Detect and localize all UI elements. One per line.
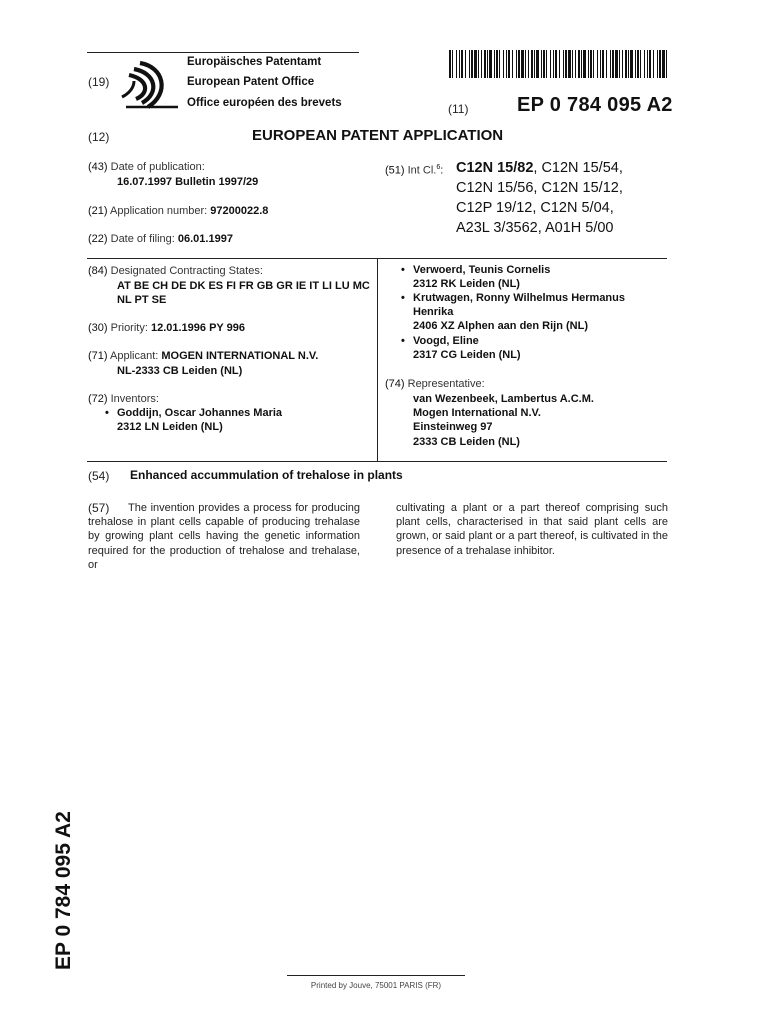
barcode-bar: [499, 50, 500, 78]
barcode-bar: [568, 50, 571, 78]
barcode-bar: [456, 50, 457, 78]
barcode-bar: [550, 50, 551, 78]
barcode-bar: [600, 50, 601, 78]
abstract-left: The invention provides a process for producing trehalose in plant cells capable of producing trehalase by growing plant cells having the genetic information required for the production of trehalose and trehalase, or: [88, 502, 360, 571]
application-number-label: Application number:: [110, 205, 211, 217]
inid-74: (74): [385, 378, 405, 390]
inventor-3-name-cont: Henrika: [413, 306, 454, 318]
barcode-bar: [644, 50, 645, 78]
bullet-icon: •: [105, 407, 109, 419]
barcode-bar: [508, 50, 510, 78]
barcode-bar: [459, 50, 460, 78]
inid-84: (84): [88, 265, 108, 277]
document-type: EUROPEAN PATENT APPLICATION: [252, 127, 504, 144]
barcode-bar: [657, 50, 658, 78]
inventor-1-address: 2312 LN Leiden (NL): [117, 421, 223, 433]
inid-72: (72): [88, 393, 108, 405]
field-84: [88, 265, 263, 277]
barcode-bar: [559, 50, 560, 78]
barcode-bar: [593, 50, 594, 78]
representative-label: Representative:: [407, 378, 485, 390]
box-bottom-rule: [87, 461, 667, 462]
field-43: [88, 161, 358, 173]
barcode-bar: [528, 50, 529, 78]
barcode-bar: [588, 50, 589, 78]
barcode-bar: [615, 50, 618, 78]
barcode-bar: [553, 50, 554, 78]
inid-22: (22): [88, 233, 108, 245]
barcode-bar: [583, 50, 586, 78]
barcode-bar: [602, 50, 604, 78]
barcode-bar: [484, 50, 486, 78]
ipc-line-3: C12P 19/12, C12N 5/04,: [456, 200, 614, 216]
designated-states-label: Designated Contracting States:: [110, 265, 263, 277]
field-30: [88, 322, 245, 334]
barcode-bar: [659, 50, 661, 78]
barcode-bar: [521, 50, 524, 78]
bullet-icon: •: [401, 264, 405, 276]
barcode-bar: [469, 50, 470, 78]
barcode-bar: [572, 50, 573, 78]
ipc-main-class: C12N 15/82: [456, 160, 534, 176]
invention-title: Enhanced accummulation of trehalose in plants: [130, 468, 403, 482]
barcode-bar: [628, 50, 629, 78]
priority-value: 12.01.1996 PY 996: [150, 322, 245, 334]
representative-street: Einsteinweg 97: [413, 421, 493, 433]
designated-states-line-1: AT BE CH DE DK ES FI FR GB GR IE IT LI LU MC: [117, 280, 370, 292]
footer-rule: [287, 975, 465, 976]
inid-54: (54): [88, 469, 110, 483]
barcode-bar: [630, 50, 633, 78]
inid-12: (12): [88, 130, 110, 144]
inventor-3-address: 2406 XZ Alphen aan den Rijn (NL): [413, 320, 589, 332]
filing-date-label: Date of filing:: [110, 233, 178, 245]
barcode-bar: [541, 50, 542, 78]
header-top-rule: [87, 52, 359, 53]
applicant-label: Applicant:: [110, 350, 162, 362]
barcode-bar: [465, 50, 466, 78]
barcode-bar: [612, 50, 614, 78]
inventor-1-name: Goddijn, Oscar Johannes Maria: [117, 407, 283, 419]
field-22: [88, 233, 378, 245]
barcode-bar: [449, 50, 451, 78]
inventor-3-name: Krutwagen, Ronny Wilhelmus Hermanus: [413, 292, 625, 304]
barcode-bar: [555, 50, 557, 78]
barcode-bar: [563, 50, 564, 78]
barcode-bar: [610, 50, 611, 78]
barcode: [449, 50, 667, 78]
barcode-bar: [653, 50, 654, 78]
filing-date-value: 06.01.1997: [177, 233, 233, 245]
inventor-2-address: 2312 RK Leiden (NL): [413, 278, 520, 290]
barcode-bar: [506, 50, 507, 78]
barcode-bar: [575, 50, 576, 78]
barcode-bar: [649, 50, 651, 78]
inventor-4-name: Voogd, Eline: [413, 335, 479, 347]
ipc-classes: [456, 158, 623, 238]
inventor-2-name: Verwoerd, Teunis Cornelis: [413, 264, 551, 276]
barcode-bar: [452, 50, 453, 78]
barcode-bar: [543, 50, 545, 78]
inid-19: (19): [88, 75, 110, 89]
office-name-fr: Office européen des brevets: [187, 97, 342, 109]
inid-51: (51): [385, 164, 405, 177]
epo-logo-icon: [120, 57, 180, 111]
side-publication-number: EP 0 784 095 A2: [52, 811, 75, 970]
barcode-bar: [640, 50, 641, 78]
publication-date-value: 16.07.1997 Bulletin 1997/29: [117, 176, 259, 188]
barcode-bar: [565, 50, 567, 78]
barcode-bar: [461, 50, 463, 78]
barcode-bar: [516, 50, 517, 78]
barcode-bar: [503, 50, 504, 78]
barcode-bar: [637, 50, 639, 78]
abstract-right: cultivating a plant or a part thereof comprising such plant cells, characterised in that said plant cells are grown, or said plant or a part thereof, is cultivated in the presence of a trehalase inhibitor.: [396, 502, 668, 557]
ipc-label: Int Cl.: [407, 164, 437, 177]
inid-71: (71): [88, 350, 108, 362]
bullet-icon: •: [401, 335, 405, 347]
barcode-bar: [597, 50, 598, 78]
bullet-icon: •: [401, 292, 405, 304]
designated-states-line-2: NL PT SE: [117, 294, 167, 306]
barcode-bar: [525, 50, 526, 78]
barcode-bar: [635, 50, 636, 78]
barcode-bar: [512, 50, 513, 78]
office-name-de: Europäisches Patentamt: [187, 56, 322, 68]
applicant-address: NL-2333 CB Leiden (NL): [117, 365, 243, 377]
barcode-bar: [619, 50, 620, 78]
barcode-bar: [647, 50, 648, 78]
barcode-bar: [622, 50, 623, 78]
inid-43: (43): [88, 161, 108, 173]
barcode-bar: [531, 50, 533, 78]
column-divider: [377, 258, 378, 461]
representative-name: van Wezenbeek, Lambertus A.C.M.: [413, 393, 594, 405]
inid-57: (57): [88, 501, 110, 515]
barcode-bar: [590, 50, 592, 78]
barcode-bar: [662, 50, 665, 78]
inventors-label: Inventors:: [110, 393, 159, 405]
barcode-bar: [546, 50, 547, 78]
inid-11: (11): [448, 102, 469, 116]
inventor-4-address: 2317 CG Leiden (NL): [413, 349, 521, 361]
representative-city: 2333 CB Leiden (NL): [413, 436, 520, 448]
applicant-name: MOGEN INTERNATIONAL N.V.: [161, 350, 319, 362]
field-72: [88, 393, 159, 405]
application-number-value: 97200022.8: [210, 205, 269, 217]
barcode-bar: [487, 50, 488, 78]
barcode-bar: [606, 50, 607, 78]
barcode-bar: [666, 50, 667, 78]
barcode-bar: [471, 50, 473, 78]
priority-label: Priority:: [110, 322, 151, 334]
barcode-bar: [489, 50, 492, 78]
barcode-bar: [496, 50, 498, 78]
printer-note: Printed by Jouve, 75001 PARIS (FR): [310, 981, 442, 990]
ipc-line-4: A23L 3/3562, A01H 5/00: [456, 220, 614, 236]
field-71: [88, 350, 318, 362]
barcode-bar: [481, 50, 482, 78]
office-name-en: European Patent Office: [187, 76, 315, 88]
barcode-bar: [474, 50, 477, 78]
publication-number: EP 0 784 095 A2: [517, 94, 673, 116]
representative-company: Mogen International N.V.: [413, 407, 541, 419]
ipc-line-2: C12N 15/56, C12N 15/12,: [456, 180, 623, 196]
barcode-bar: [625, 50, 627, 78]
barcode-bar: [478, 50, 479, 78]
publication-date-label: Date of publication:: [110, 161, 205, 173]
ipc-line-1: , C12N 15/54,: [533, 160, 623, 176]
ipc-edition: 6: [436, 164, 441, 171]
barcode-bar: [494, 50, 495, 78]
field-51: (51) Int Cl.$^6$:: [385, 164, 444, 177]
barcode-bar: [536, 50, 539, 78]
barcode-bar: [581, 50, 582, 78]
inid-21: (21): [88, 205, 108, 217]
inid-30: (30): [88, 322, 108, 334]
barcode-bar: [578, 50, 580, 78]
field-21: [88, 205, 378, 217]
barcode-bar: [518, 50, 520, 78]
barcode-bar: [534, 50, 535, 78]
field-74: [385, 378, 485, 390]
